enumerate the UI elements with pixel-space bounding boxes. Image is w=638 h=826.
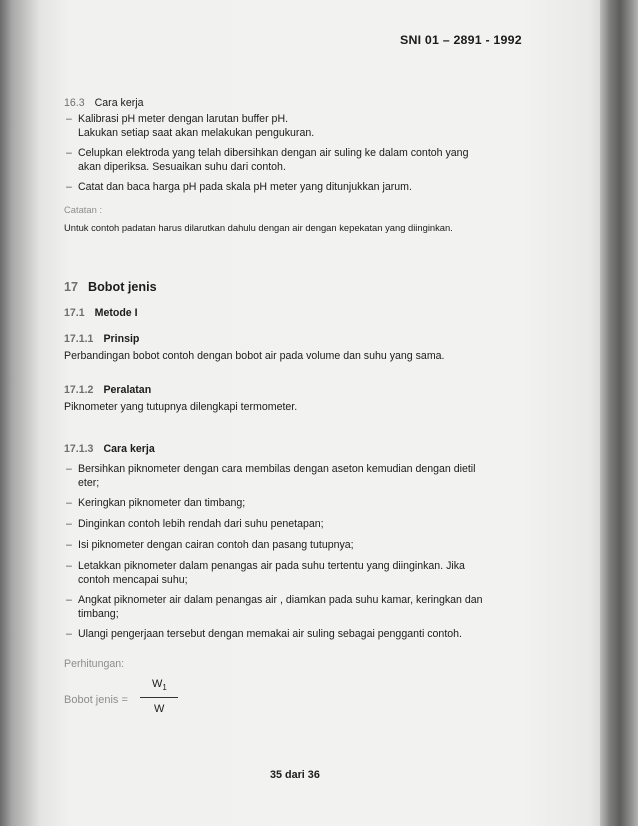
list-item-line: Letakkan piknometer dalam penangas air pada suhu tertentu yang diinginkan. Jika [78,560,465,572]
bullet-dash: – [66,518,72,530]
cara-kerja-title: Cara kerja [103,443,155,455]
method-number: 17.1 [64,307,85,319]
cara-kerja-heading [64,443,155,456]
peralatan-number: 17.1.2 [64,384,94,396]
list-item-line: akan diperiksa. Sesuaikan suhu dari contoh. [78,161,286,173]
doc-number-header: SNI 01 – 2891 - 1992 [400,33,522,47]
scan-edge-shadow [600,0,638,826]
formula-numerator [152,678,167,692]
numerator-subscript: 1 [162,683,167,693]
method-title: Metode I [94,307,138,319]
bullet-dash: – [66,594,72,606]
list-item-line: Ulangi pengerjaan tersebut dengan memakai air suling sebagai pengganti contoh. [78,628,462,640]
formula-denominator: W [154,703,165,715]
calculation-label: Perhitungan: [64,658,125,670]
list-item-line: Keringkan piknometer dan timbang; [78,497,246,509]
list-item-line: Dinginkan contoh lebih rendah dari suhu penetapan; [78,518,324,530]
page-number-footer: 35 dari 36 [270,769,320,781]
prinsip-heading [64,333,139,346]
bullet-dash: – [66,113,72,125]
note-text: Untuk contoh padatan harus dilarutkan dahulu dengan air dengan kepekatan yang diinginkan. [64,222,453,233]
list-item-line: Kalibrasi pH meter dengan larutan buffer pH. [78,113,289,125]
list-item-line: Isi piknometer dengan cairan contoh dan pasang tutupnya; [78,539,354,551]
prinsip-text: Perbandingan bobot contoh dengan bobot air pada volume dan suhu yang sama. [64,350,445,362]
list-item-line: contoh mencapai suhu; [78,574,188,586]
numerator-symbol: W [152,678,163,690]
list-item-line: Angkat piknometer air dalam penangas air , diamkan pada suhu kamar, keringkan dan [78,594,483,606]
bullet-dash: – [66,497,72,509]
bullet-dash: – [66,147,72,159]
section-17-heading [64,281,157,294]
fraction-bar [140,697,178,698]
peralatan-heading [64,384,151,397]
formula-lhs: Bobot jenis = [64,694,128,706]
section-title: Bobot jenis [88,280,157,294]
cara-kerja-number: 17.1.3 [64,443,94,455]
list-item-line: Bersihkan piknometer dengan cara membilas dengan aseton kemudian dengan dietil [78,463,476,475]
bullet-dash: – [66,181,72,193]
method-heading [64,307,138,320]
section-number: 17 [64,280,79,294]
section-number: 16.3 [64,97,85,109]
bullet-dash: – [66,560,72,572]
list-item-line: Catat dan baca harga pH pada skala pH meter yang ditunjukkan jarum. [78,181,412,193]
bullet-dash: – [66,463,72,475]
list-item-line: Lakukan setiap saat akan melakukan pengukuran. [78,127,315,139]
list-item-line: Celupkan elektroda yang telah dibersihkan dengan air suling ke dalam contoh yang [78,147,469,159]
note-label: Catatan : [64,204,103,215]
list-item-line: timbang; [78,608,119,620]
list-item-line: eter; [78,477,100,489]
prinsip-number: 17.1.1 [64,333,94,345]
section-16-3-heading [64,97,144,110]
peralatan-text: Piknometer yang tutupnya dilengkapi termometer. [64,401,298,413]
peralatan-title: Peralatan [103,384,152,396]
section-title: Cara kerja [94,97,144,109]
bullet-dash: – [66,539,72,551]
bullet-dash: – [66,628,72,640]
prinsip-title: Prinsip [103,333,140,345]
